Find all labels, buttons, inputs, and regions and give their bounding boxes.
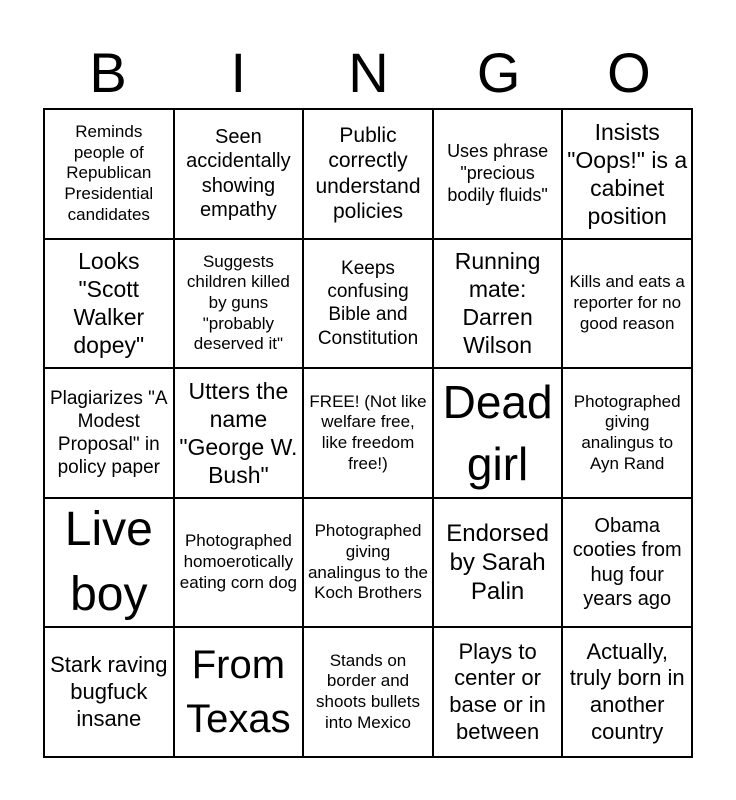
bingo-cell[interactable] [44, 109, 174, 239]
bingo-cell-text: Insists "Oops!" is a cabinet position [567, 118, 688, 229]
bingo-cell-text: Plagiarizes "A Modest Proposal" in policy paper [49, 387, 168, 479]
header-letter-g: G [476, 41, 521, 104]
bingo-cell-text: Obama cooties from hug four years ago [572, 514, 682, 610]
bingo-card-grid [43, 108, 693, 758]
bingo-cell[interactable] [562, 498, 692, 628]
bingo-cell[interactable] [562, 239, 692, 369]
bingo-cell[interactable] [433, 368, 563, 498]
bingo-cell-text: Kills and eats a reporter for no good reason [569, 272, 685, 333]
bingo-cell-text: Reminds people of Republican Presidential candidates [64, 121, 154, 224]
bingo-cell[interactable] [174, 498, 304, 628]
bingo-cell-text: Plays to center or base or in between [449, 638, 546, 745]
bingo-cell[interactable] [562, 109, 692, 239]
bingo-cell-text: Stands on border and shoots bullets into Mexico [316, 650, 420, 732]
bingo-cell[interactable] [433, 627, 563, 757]
bingo-cell[interactable] [433, 498, 563, 628]
header-letter-b: B [89, 41, 127, 104]
bingo-cell-text: Live boy [64, 502, 153, 621]
bingo-cell[interactable] [303, 368, 433, 498]
bingo-cell[interactable] [44, 368, 174, 498]
bingo-cell-text: Running mate: Darren Wilson [454, 248, 541, 359]
bingo-cell[interactable] [562, 368, 692, 498]
bingo-cell-text: Actually, truly born in another country [569, 638, 685, 745]
bingo-cell[interactable] [303, 627, 433, 757]
bingo-header [43, 40, 694, 106]
bingo-cell[interactable] [174, 368, 304, 498]
bingo-cell-text: Dead girl [442, 375, 553, 490]
bingo-cell[interactable] [44, 239, 174, 369]
bingo-cell-text: Endorsed by Sarah Palin [446, 519, 549, 606]
bingo-cell[interactable] [433, 109, 563, 239]
bingo-cell-text: Photographed giving analingus to Ayn Rand [573, 391, 681, 473]
header-letter-o: O [607, 41, 651, 104]
bingo-cell[interactable] [303, 109, 433, 239]
bingo-cell-text: Seen accidentally showing empathy [186, 126, 291, 222]
bingo-cell[interactable] [174, 239, 304, 369]
header-letter-i: I [230, 41, 247, 104]
bingo-cell-text: Suggests children killed by guns "probably deserved it" [186, 251, 290, 354]
bingo-cell-text: Public correctly understand policies [315, 123, 421, 224]
bingo-cell[interactable] [174, 627, 304, 757]
bingo-cell-text: Photographed giving analingus to the Koch Brothers [307, 521, 429, 603]
bingo-cell-text: FREE! (Not like welfare free, like freedom free!) [309, 391, 427, 473]
bingo-cell-text: Looks "Scott Walker dopey" [73, 248, 145, 359]
bingo-cell[interactable] [44, 498, 174, 628]
bingo-cell-text: Photographed homoerotically eating corn dog [179, 531, 297, 592]
bingo-cell[interactable] [303, 498, 433, 628]
bingo-cell[interactable] [303, 239, 433, 369]
bingo-cell[interactable] [44, 627, 174, 757]
bingo-cell-text: Stark raving bugfuck insane [50, 651, 168, 731]
bingo-cell[interactable] [433, 239, 563, 369]
bingo-cell-text: From Texas [186, 643, 291, 742]
header-letter-n: N [348, 41, 389, 104]
bingo-cell-text: Keeps confusing Bible and Constitution [317, 258, 419, 349]
bingo-cell[interactable] [174, 109, 304, 239]
bingo-cell-text: Utters the name "George W. Bush" [179, 377, 298, 489]
bingo-cell-text: Uses phrase "precious bodily fluids" [447, 140, 549, 205]
bingo-cell[interactable] [562, 627, 692, 757]
